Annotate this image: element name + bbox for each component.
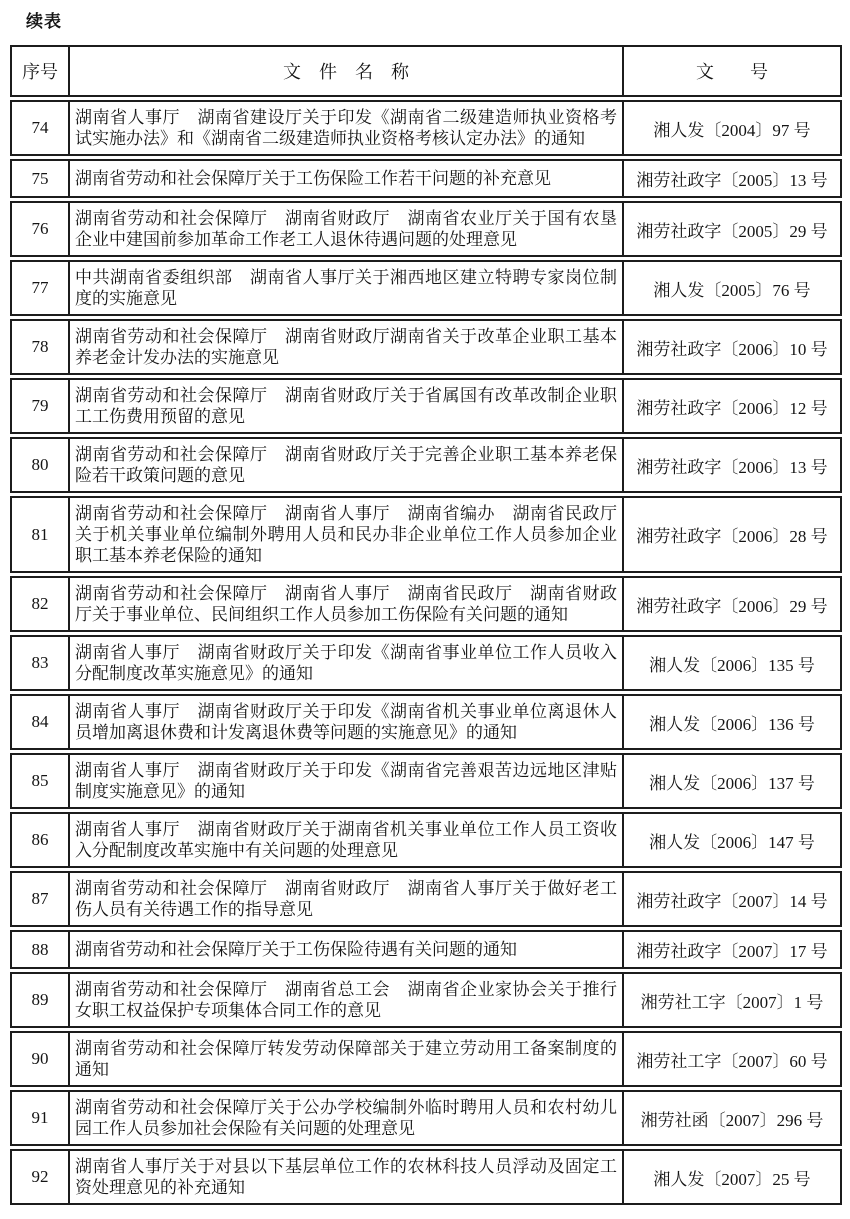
document-name-cell: 湖南省劳动和社会保障厅 湖南省财政厅 湖南省人事厅关于做好老工伤人员有关待遇工作的指导意见 <box>68 871 622 927</box>
header-document-number: 文 号 <box>622 45 842 97</box>
serial-number-cell: 91 <box>10 1090 68 1146</box>
serial-number-cell: 79 <box>10 378 68 434</box>
serial-number-cell: 88 <box>10 930 68 969</box>
serial-number-cell: 87 <box>10 871 68 927</box>
table-row <box>10 100 842 156</box>
document-name-cell: 湖南省劳动和社会保障厅关于工伤保险待遇有关问题的通知 <box>68 930 622 969</box>
table-row <box>10 871 842 927</box>
serial-number-cell: 78 <box>10 319 68 375</box>
table-row <box>10 496 842 573</box>
document-name-cell: 湖南省劳动和社会保障厅 湖南省人事厅 湖南省民政厅 湖南省财政厅关于事业单位、民间组织工作人员参加工伤保险有关问题的通知 <box>68 576 622 632</box>
document-name-cell: 湖南省人事厅 湖南省财政厅关于印发《湖南省完善艰苦边远地区津贴制度实施意见》的通知 <box>68 753 622 809</box>
document-name-cell: 湖南省劳动和社会保障厅 湖南省总工会 湖南省企业家协会关于推行女职工权益保护专项集体合同工作的意见 <box>68 972 622 1028</box>
document-name-cell: 湖南省劳动和社会保障厅 湖南省人事厅 湖南省编办 湖南省民政厅关于机关事业单位编制外聘用人员和民办非企业单位工作人员参加企业职工基本养老保险的通知 <box>68 496 622 573</box>
table-row <box>10 972 842 1028</box>
document-name-cell: 湖南省人事厅 湖南省建设厅关于印发《湖南省二级建造师执业资格考试实施办法》和《湖南省二级建造师执业资格考核认定办法》的通知 <box>68 100 622 156</box>
document-number-cell: 湘人发〔2006〕135 号 <box>622 635 842 691</box>
document-number-cell: 湘劳社政字〔2006〕28 号 <box>622 496 842 573</box>
serial-number-cell: 75 <box>10 159 68 198</box>
table-header-row <box>10 45 842 97</box>
document-name-cell: 湖南省劳动和社会保障厅 湖南省财政厅关于省属国有改革改制企业职工工伤费用预留的意见 <box>68 378 622 434</box>
document-number-cell: 湘人发〔2006〕136 号 <box>622 694 842 750</box>
serial-number-cell: 85 <box>10 753 68 809</box>
document-name-cell: 湖南省劳动和社会保障厅 湖南省财政厅 湖南省农业厅关于国有农垦企业中建国前参加革命工作老工人退休待遇问题的处理意见 <box>68 201 622 257</box>
documents-table <box>10 42 842 1208</box>
document-number-cell: 湘劳社函〔2007〕296 号 <box>622 1090 842 1146</box>
document-name-cell: 湖南省人事厅 湖南省财政厅关于印发《湖南省事业单位工作人员收入分配制度改革实施意见》的通知 <box>68 635 622 691</box>
header-serial-number: 序号 <box>10 45 68 97</box>
table-row <box>10 1031 842 1087</box>
table-row <box>10 1090 842 1146</box>
document-number-cell: 湘劳社政字〔2005〕29 号 <box>622 201 842 257</box>
serial-number-cell: 84 <box>10 694 68 750</box>
document-name-cell: 湖南省人事厅关于对县以下基层单位工作的农林科技人员浮动及固定工资处理意见的补充通知 <box>68 1149 622 1205</box>
document-number-cell: 湘人发〔2005〕76 号 <box>622 260 842 316</box>
table-row <box>10 694 842 750</box>
header-document-name: 文 件 名 称 <box>68 45 622 97</box>
serial-number-cell: 92 <box>10 1149 68 1205</box>
document-number-cell: 湘人发〔2007〕25 号 <box>622 1149 842 1205</box>
serial-number-cell: 74 <box>10 100 68 156</box>
document-name-cell: 中共湖南省委组织部 湖南省人事厅关于湘西地区建立特聘专家岗位制度的实施意见 <box>68 260 622 316</box>
document-name-cell: 湖南省人事厅 湖南省财政厅关于印发《湖南省机关事业单位离退休人员增加离退休费和计发离退休费等问题的实施意见》的通知 <box>68 694 622 750</box>
document-number-cell: 湘人发〔2004〕97 号 <box>622 100 842 156</box>
document-number-cell: 湘劳社政字〔2007〕14 号 <box>622 871 842 927</box>
document-number-cell: 湘劳社政字〔2006〕10 号 <box>622 319 842 375</box>
document-number-cell: 湘劳社政字〔2006〕12 号 <box>622 378 842 434</box>
table-row <box>10 319 842 375</box>
table-row <box>10 576 842 632</box>
table-row <box>10 1149 842 1205</box>
document-name-cell: 湖南省劳动和社会保障厅 湖南省财政厅湖南省关于改革企业职工基本养老金计发办法的实施意见 <box>68 319 622 375</box>
table-row <box>10 260 842 316</box>
document-number-cell: 湘劳社工字〔2007〕1 号 <box>622 972 842 1028</box>
document-number-cell: 湘劳社政字〔2006〕29 号 <box>622 576 842 632</box>
table-row <box>10 753 842 809</box>
document-name-cell: 湖南省劳动和社会保障厅 湖南省财政厅关于完善企业职工基本养老保险若干政策问题的意见 <box>68 437 622 493</box>
document-number-cell: 湘人发〔2006〕147 号 <box>622 812 842 868</box>
table-row <box>10 812 842 868</box>
table-row <box>10 201 842 257</box>
serial-number-cell: 77 <box>10 260 68 316</box>
serial-number-cell: 83 <box>10 635 68 691</box>
document-number-cell: 湘劳社政字〔2007〕17 号 <box>622 930 842 969</box>
serial-number-cell: 89 <box>10 972 68 1028</box>
document-number-cell: 湘劳社政字〔2005〕13 号 <box>622 159 842 198</box>
document-number-cell: 湘劳社工字〔2007〕60 号 <box>622 1031 842 1087</box>
document-name-cell: 湖南省劳动和社会保障厅转发劳动保障部关于建立劳动用工备案制度的通知 <box>68 1031 622 1087</box>
serial-number-cell: 90 <box>10 1031 68 1087</box>
serial-number-cell: 86 <box>10 812 68 868</box>
table-row <box>10 930 842 969</box>
document-name-cell: 湖南省劳动和社会保障厅关于工伤保险工作若干问题的补充意见 <box>68 159 622 198</box>
document-name-cell: 湖南省劳动和社会保障厅关于公办学校编制外临时聘用人员和农村幼儿园工作人员参加社会保险有关问题的处理意见 <box>68 1090 622 1146</box>
document-number-cell: 湘劳社政字〔2006〕13 号 <box>622 437 842 493</box>
document-name-cell: 湖南省人事厅 湖南省财政厅关于湖南省机关事业单位工作人员工资收入分配制度改革实施中有关问题的处理意见 <box>68 812 622 868</box>
serial-number-cell: 76 <box>10 201 68 257</box>
serial-number-cell: 81 <box>10 496 68 573</box>
continuation-table-label: 续表 <box>26 12 62 31</box>
serial-number-cell: 80 <box>10 437 68 493</box>
table-row <box>10 437 842 493</box>
table-row <box>10 378 842 434</box>
table-row <box>10 635 842 691</box>
table-row <box>10 159 842 198</box>
serial-number-cell: 82 <box>10 576 68 632</box>
table-body <box>10 100 842 1205</box>
document-number-cell: 湘人发〔2006〕137 号 <box>622 753 842 809</box>
